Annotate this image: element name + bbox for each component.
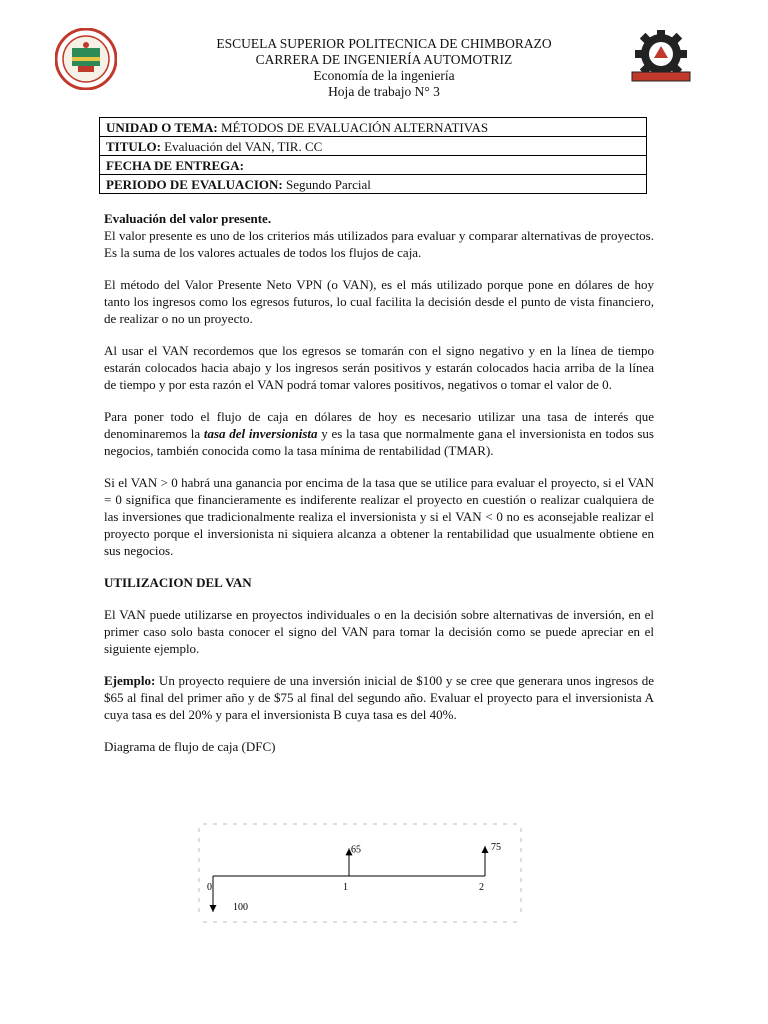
document-header (140, 36, 628, 100)
paragraph-example: Ejemplo: Un proyecto requiere de una inversión inicial de $100 y se cree que generara unos ingresos de $65 al final del primer año y de $75 al final del segundo año. Evaluar el proyecto para el inversionista A cuya tasa es del 20% y para el inversionista B cuya tasa es del 40%. (104, 673, 654, 722)
worksheet-info-table (99, 117, 647, 194)
cash-flow-amount-2: 75 (491, 842, 501, 853)
periodo-value: Segundo Parcial (282, 176, 371, 192)
paragraph-2: El método del Valor Presente Neto VPN (o VAN), es el más utilizado porque pone en dólares de hoy tanto los ingresos como los egresos futuros, lo cual facilita la decisión desde el punto de vista financiero, de realizar o no un proyecto. (104, 277, 654, 326)
cash-flow-arrow-period-2 (482, 842, 502, 876)
paragraph-6: El VAN puede utilizarse en proyectos individuales o en la decisión sobre alternativas de inversión, en el primer caso solo basta conocer el signo del VAN para tomar la decisión como se puede apreciar en el siguiente ejemplo. (104, 607, 654, 656)
titulo-label: TITULO: (106, 138, 161, 154)
unidad-value: MÉTODOS DE EVALUACIÓN ALTERNATIVAS (217, 119, 489, 135)
titulo-value: Evaluación del VAN, TIR. CC (160, 138, 323, 154)
cash-flow-diagram (195, 818, 525, 928)
paragraph-1: El valor presente es uno de los criterios más utilizados para evaluar y comparar alternativas de proyectos. Es la suma de los valores actuales de todos los flujos de caja. (104, 228, 654, 260)
cash-flow-amount-1: 65 (351, 844, 361, 856)
cash-flow-amount-0: 100 (233, 902, 248, 913)
unidad-label: UNIDAD O TEMA: (106, 119, 218, 135)
subject-name: Economía de la ingeniería (313, 68, 455, 83)
period-label-2: 2 (479, 882, 484, 893)
diagram-caption: Diagrama de flujo de caja (DFC) (104, 739, 276, 754)
info-row-periodo (100, 175, 647, 194)
periodo-label: PERIODO DE EVALUACION: (106, 176, 283, 192)
worksheet-number: Hoja de trabajo N° 3 (328, 84, 440, 99)
cash-flow-arrow-period-1 (346, 844, 362, 876)
career-name: CARRERA DE INGENIERÍA AUTOMOTRIZ (255, 52, 513, 67)
university-seal-logo (55, 28, 117, 90)
paragraph-5: Si el VAN > 0 habrá una ganancia por encima de la tasa que se utilice para evaluar el proyecto, si el VAN = 0 significa que financieramente es indiferente realizar el proyecto en cuestión o realizar cualquiera de las inversiones que tradicionalmente realiza el inversionista y si el VAN < 0 no es aconsejable realizar el proyecto porque el inversionista ni siquiera alcanza a obtener la rentabilidad que usualmente obtiene en sus negocios. (104, 475, 654, 558)
paragraph-4: Para poner todo el flujo de caja en dólares de hoy es necesario utilizar una tasa de interés que denominaremos la tasa del inversionista y es la tasa que normalmente gana el inversionista en todos sus negocios, también conocida como la tasa mínima de rentabilidad (TMAR). (104, 409, 654, 458)
fecha-label: FECHA DE ENTREGA: (106, 157, 244, 173)
cash-flow-arrow-period-0 (210, 876, 249, 913)
institution-name: ESCUELA SUPERIOR POLITECNICA DE CHIMBORAZO (216, 36, 552, 51)
emphasis-tasa-inversionista: tasa del inversionista (203, 426, 318, 441)
period-label-1: 1 (343, 882, 348, 893)
info-row-fecha (100, 156, 647, 175)
document-body (104, 210, 654, 770)
info-row-unidad (100, 118, 647, 137)
period-label-0: 0 (207, 882, 212, 893)
info-row-titulo (100, 137, 647, 156)
section-heading-valor-presente: Evaluación del valor presente. (104, 211, 272, 226)
section-heading-utilizacion-van: UTILIZACION DEL VAN (104, 575, 252, 590)
automotive-gear-logo (628, 30, 694, 86)
paragraph-3: Al usar el VAN recordemos que los egresos se tomarán con el signo negativo y en la línea de tiempo estarán colocados hacia abajo y los ingresos serán positivos y estarán colocados hacia arriba de la línea de tiempo y por esta razón el VAN podrá tomar valores positivos, negativos o tomar el valor de 0. (104, 343, 654, 392)
example-label: Ejemplo: (104, 673, 156, 688)
